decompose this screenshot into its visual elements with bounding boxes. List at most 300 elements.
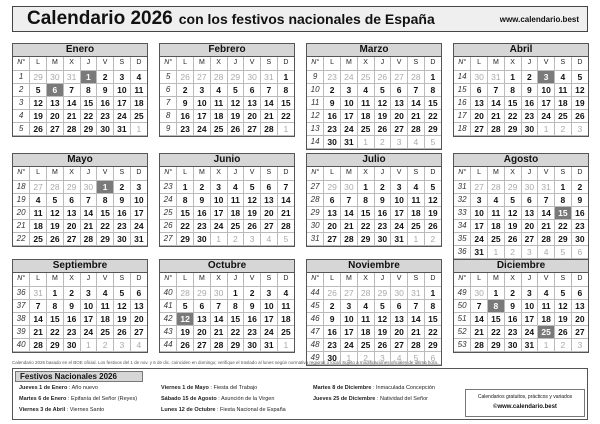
week-number: 30: [307, 219, 324, 232]
adjacent-month-day-cell: 1: [357, 135, 374, 148]
day-cell: 11: [357, 96, 374, 109]
promo-tagline: Calendarios gratuitos, prácticos y variados: [477, 394, 573, 400]
day-cell: 30: [504, 338, 521, 351]
day-cell: 19: [571, 96, 588, 109]
week-number: 40: [160, 286, 177, 299]
day-cell: 19: [374, 325, 391, 338]
day-cell: 6: [63, 193, 80, 206]
week-row: [160, 286, 294, 299]
adjacent-month-day-cell: 31: [488, 70, 505, 83]
adjacent-month-day-cell: 4: [538, 245, 555, 258]
weekday-header: L: [324, 57, 341, 70]
day-cell: 30: [114, 232, 131, 245]
week-row: [160, 70, 294, 83]
day-cell: 29: [424, 338, 441, 351]
day-cell: 31: [114, 122, 131, 135]
week-number: 44: [307, 286, 324, 299]
day-cell: 13: [471, 96, 488, 109]
week-number: 23: [160, 180, 177, 193]
weekday-header: J: [374, 273, 391, 286]
day-cell: 8: [424, 83, 441, 96]
holiday-date: Viernes 1 de Mayo: [161, 385, 209, 391]
weekday-header: M: [341, 273, 358, 286]
week-row: [307, 312, 441, 325]
day-cell: 4: [130, 70, 147, 83]
day-cell: 23: [571, 219, 588, 232]
day-cell: 8: [504, 83, 521, 96]
adjacent-month-day-cell: 31: [63, 70, 80, 83]
day-cell: 26: [424, 219, 441, 232]
holiday-item: Viernes 1 de Mayo : Fiesta del Trabajo: [161, 385, 258, 391]
day-cell: 31: [391, 232, 408, 245]
adjacent-month-day-cell: 5: [408, 351, 425, 364]
day-cell: 21: [408, 325, 425, 338]
day-cell: 4: [277, 286, 294, 299]
day-cell: 19: [227, 109, 244, 122]
day-cell: 31: [521, 338, 538, 351]
day-cell: 4: [30, 193, 47, 206]
day-cell: 1: [227, 286, 244, 299]
day-cell: 18: [408, 206, 425, 219]
week-number: 14: [307, 135, 324, 148]
month-name: Junio: [160, 154, 294, 167]
day-cell: 30: [571, 232, 588, 245]
day-cell: 11: [277, 299, 294, 312]
day-cell: 2: [194, 180, 211, 193]
day-cell: 6: [194, 299, 211, 312]
day-cell: 28: [471, 338, 488, 351]
day-cell: 14: [538, 206, 555, 219]
day-cell: 19: [30, 109, 47, 122]
day-cell: 8: [97, 193, 114, 206]
day-cell: 23: [374, 219, 391, 232]
weekday-header-row: [307, 57, 441, 70]
weekday-header: M: [341, 167, 358, 180]
week-number: 35: [454, 232, 471, 245]
week-number: 10: [307, 83, 324, 96]
month-grid: [454, 273, 588, 352]
day-cell: 9: [194, 193, 211, 206]
week-number: 41: [160, 299, 177, 312]
day-cell: 15: [488, 312, 505, 325]
website-label: www.calendario.best: [499, 14, 579, 24]
day-cell: 18: [277, 312, 294, 325]
week-row: [454, 109, 588, 122]
weekday-header: X: [357, 167, 374, 180]
weekday-header: S: [555, 57, 572, 70]
week-row: [13, 312, 147, 325]
month-name: Diciembre: [454, 260, 588, 273]
holiday-name: Natividad del Señor: [379, 396, 428, 402]
adjacent-month-day-cell: 28: [408, 70, 425, 83]
month-name: Mayo: [13, 154, 147, 167]
day-cell: 22: [277, 109, 294, 122]
holiday-item: Jueves 25 de Diciembre : Natividad del Señor: [313, 396, 428, 402]
holiday-date: Viernes 3 de Abril: [19, 407, 66, 413]
day-cell: 18: [555, 96, 572, 109]
day-cell: 3: [341, 83, 358, 96]
day-cell: 21: [488, 109, 505, 122]
week-row: [307, 286, 441, 299]
day-cell: 14: [488, 96, 505, 109]
week-number: 27: [307, 180, 324, 193]
weekday-header: V: [244, 273, 261, 286]
week-number: 50: [454, 299, 471, 312]
holiday-day-cell: 15: [555, 206, 572, 219]
day-cell: 29: [227, 338, 244, 351]
day-cell: 7: [80, 193, 97, 206]
day-cell: 21: [471, 325, 488, 338]
day-cell: 4: [488, 193, 505, 206]
day-cell: 6: [261, 180, 278, 193]
day-cell: 3: [521, 286, 538, 299]
weekday-header: J: [227, 57, 244, 70]
day-cell: 29: [97, 232, 114, 245]
adjacent-month-day-cell: 1: [130, 122, 147, 135]
holiday-name: Inmaculada Concepción: [375, 385, 435, 391]
holiday-date: Jueves 25 de Diciembre: [313, 396, 376, 402]
day-cell: 23: [63, 325, 80, 338]
holiday-date: Sábado 15 de Agosto: [161, 396, 217, 402]
day-cell: 28: [30, 338, 47, 351]
day-cell: 1: [424, 286, 441, 299]
holiday-date: Martes 8 de Diciembre: [313, 385, 372, 391]
week-number: 24: [160, 193, 177, 206]
day-cell: 30: [63, 338, 80, 351]
day-cell: 1: [504, 70, 521, 83]
day-cell: 11: [30, 206, 47, 219]
day-cell: 6: [521, 193, 538, 206]
week-number: 8: [160, 109, 177, 122]
weekday-header: L: [30, 273, 47, 286]
weekday-header: V: [391, 57, 408, 70]
adjacent-month-day-cell: 2: [555, 338, 572, 351]
week-number: 36: [454, 245, 471, 258]
adjacent-month-day-cell: 1: [341, 351, 358, 364]
weekday-header: D: [277, 167, 294, 180]
day-cell: 17: [521, 312, 538, 325]
holiday-day-cell: 1: [80, 70, 97, 83]
day-cell: 26: [374, 122, 391, 135]
weekday-header: X: [210, 167, 227, 180]
day-cell: 10: [261, 299, 278, 312]
day-cell: 12: [424, 193, 441, 206]
adjacent-month-day-cell: 6: [571, 245, 588, 258]
adjacent-month-day-cell: 2: [424, 232, 441, 245]
day-cell: 16: [194, 206, 211, 219]
day-cell: 28: [277, 219, 294, 232]
day-cell: 24: [341, 338, 358, 351]
week-row: [307, 70, 441, 83]
day-cell: 16: [324, 109, 341, 122]
adjacent-month-day-cell: 31: [538, 180, 555, 193]
day-cell: 17: [341, 109, 358, 122]
week-number: 22: [13, 232, 30, 245]
week-number: 1: [13, 70, 30, 83]
day-cell: 2: [244, 286, 261, 299]
day-cell: 2: [97, 70, 114, 83]
week-row: [160, 83, 294, 96]
week-number: 21: [13, 219, 30, 232]
day-cell: 25: [555, 109, 572, 122]
week-number: 3: [13, 96, 30, 109]
week-number: 7: [160, 96, 177, 109]
day-cell: 8: [357, 193, 374, 206]
adjacent-month-day-cell: 2: [555, 122, 572, 135]
week-row: [307, 180, 441, 193]
weekday-header: L: [30, 167, 47, 180]
weekday-header: X: [504, 273, 521, 286]
adjacent-month-day-cell: 3: [114, 338, 131, 351]
weekday-header: L: [471, 57, 488, 70]
week-row: [454, 180, 588, 193]
month-grid: [160, 273, 294, 352]
day-cell: 28: [210, 338, 227, 351]
adjacent-month-day-cell: 3: [374, 351, 391, 364]
week-row: [454, 83, 588, 96]
day-cell: 22: [227, 325, 244, 338]
day-cell: 7: [63, 83, 80, 96]
week-number: 49: [454, 286, 471, 299]
day-cell: 16: [324, 325, 341, 338]
day-cell: 18: [227, 206, 244, 219]
weekday-header: X: [210, 57, 227, 70]
week-row: [307, 96, 441, 109]
day-cell: 15: [177, 206, 194, 219]
day-cell: 17: [130, 206, 147, 219]
day-cell: 26: [571, 109, 588, 122]
day-cell: 24: [194, 122, 211, 135]
week-number: 34: [454, 219, 471, 232]
weekday-header: S: [408, 57, 425, 70]
week-row: [160, 206, 294, 219]
week-row: [13, 325, 147, 338]
week-number: 36: [13, 286, 30, 299]
day-cell: 8: [277, 83, 294, 96]
week-number: 12: [307, 109, 324, 122]
weekday-header: J: [227, 167, 244, 180]
month-febrero: [159, 43, 295, 137]
week-number-header: N°: [454, 57, 471, 70]
day-cell: 11: [488, 206, 505, 219]
week-row: [307, 232, 441, 245]
adjacent-month-day-cell: 29: [374, 286, 391, 299]
holiday-day-cell: 12: [177, 312, 194, 325]
holiday-day-cell: 8: [488, 299, 505, 312]
week-row: [307, 193, 441, 206]
day-cell: 20: [324, 219, 341, 232]
day-cell: 17: [538, 96, 555, 109]
day-cell: 28: [408, 338, 425, 351]
week-row: [13, 70, 147, 83]
day-cell: 5: [374, 83, 391, 96]
week-number: 11: [307, 96, 324, 109]
month-grid: [454, 167, 588, 259]
day-cell: 11: [357, 312, 374, 325]
week-number: 18: [13, 180, 30, 193]
weekday-header: D: [571, 167, 588, 180]
weekday-header: D: [277, 57, 294, 70]
weekday-header: M: [341, 57, 358, 70]
day-cell: 23: [177, 122, 194, 135]
weekday-header: V: [97, 273, 114, 286]
day-cell: 1: [488, 286, 505, 299]
weekday-header: X: [504, 167, 521, 180]
day-cell: 3: [471, 193, 488, 206]
day-cell: 12: [47, 206, 64, 219]
day-cell: 9: [244, 299, 261, 312]
day-cell: 22: [80, 109, 97, 122]
day-cell: 9: [504, 299, 521, 312]
week-row: [13, 338, 147, 351]
day-cell: 3: [114, 70, 131, 83]
week-row: [13, 193, 147, 206]
day-cell: 23: [97, 109, 114, 122]
day-cell: 7: [471, 299, 488, 312]
day-cell: 10: [471, 206, 488, 219]
day-cell: 18: [488, 219, 505, 232]
day-cell: 3: [210, 180, 227, 193]
weekday-header: V: [97, 167, 114, 180]
day-cell: 16: [571, 206, 588, 219]
week-row: [454, 338, 588, 351]
day-cell: 29: [555, 232, 572, 245]
day-cell: 18: [97, 312, 114, 325]
day-cell: 30: [194, 232, 211, 245]
day-cell: 20: [571, 312, 588, 325]
day-cell: 13: [63, 206, 80, 219]
weekday-header: D: [277, 273, 294, 286]
week-row: [160, 122, 294, 135]
day-cell: 30: [324, 351, 341, 364]
weekday-header: V: [538, 273, 555, 286]
day-cell: 19: [244, 206, 261, 219]
day-cell: 8: [555, 193, 572, 206]
day-cell: 22: [488, 325, 505, 338]
day-cell: 21: [408, 109, 425, 122]
week-number: 29: [307, 206, 324, 219]
week-number: 42: [160, 312, 177, 325]
week-row: [307, 325, 441, 338]
day-cell: 20: [244, 109, 261, 122]
month-abril: [453, 43, 589, 137]
week-row: [160, 193, 294, 206]
month-grid: [13, 273, 147, 352]
day-cell: 24: [471, 232, 488, 245]
day-cell: 14: [30, 312, 47, 325]
weekday-header: V: [391, 167, 408, 180]
day-cell: 23: [504, 325, 521, 338]
month-junio: [159, 153, 295, 247]
day-cell: 10: [114, 83, 131, 96]
day-cell: 10: [194, 96, 211, 109]
holidays-title: Festivos Nacionales 2026: [15, 371, 143, 382]
adjacent-month-day-cell: 4: [261, 232, 278, 245]
day-cell: 28: [488, 122, 505, 135]
day-cell: 21: [261, 109, 278, 122]
holiday-date: Lunes 12 de Octubre: [161, 407, 216, 413]
day-cell: 30: [374, 232, 391, 245]
day-cell: 25: [277, 325, 294, 338]
day-cell: 24: [521, 325, 538, 338]
day-cell: 3: [341, 299, 358, 312]
adjacent-month-day-cell: 1: [277, 338, 294, 351]
day-cell: 10: [80, 299, 97, 312]
weekday-header: D: [130, 57, 147, 70]
holiday-item: Jueves 1 de Enero : Año nuevo: [19, 385, 98, 391]
adjacent-month-day-cell: 3: [521, 245, 538, 258]
week-number: 44: [160, 338, 177, 351]
week-number: 40: [13, 338, 30, 351]
month-grid: [13, 167, 147, 246]
weekday-header: V: [244, 57, 261, 70]
day-cell: 25: [130, 109, 147, 122]
day-cell: 8: [424, 299, 441, 312]
holiday-day-cell: 3: [538, 70, 555, 83]
week-number: 52: [454, 325, 471, 338]
weekday-header: J: [374, 167, 391, 180]
month-agosto: [453, 153, 589, 260]
holiday-item: Martes 6 de Enero : Epifanía del Señor (Reyes): [19, 396, 138, 402]
adjacent-month-day-cell: 30: [521, 180, 538, 193]
promo-box: [465, 389, 585, 417]
day-cell: 10: [521, 299, 538, 312]
week-number: 32: [454, 193, 471, 206]
day-cell: 18: [538, 312, 555, 325]
weekday-header: X: [63, 57, 80, 70]
day-cell: 17: [471, 219, 488, 232]
day-cell: 15: [277, 96, 294, 109]
day-cell: 29: [424, 122, 441, 135]
weekday-header: L: [471, 273, 488, 286]
weekday-header: S: [114, 273, 131, 286]
week-number: 5: [160, 70, 177, 83]
week-row: [160, 180, 294, 193]
weekday-header: X: [357, 273, 374, 286]
week-number-header: N°: [160, 167, 177, 180]
day-cell: 17: [194, 109, 211, 122]
week-number: 5: [13, 122, 30, 135]
day-cell: 6: [324, 193, 341, 206]
day-cell: 29: [488, 338, 505, 351]
day-cell: 26: [47, 232, 64, 245]
day-cell: 5: [227, 83, 244, 96]
adjacent-month-day-cell: 3: [391, 135, 408, 148]
adjacent-month-day-cell: 29: [324, 180, 341, 193]
weekday-header: S: [114, 57, 131, 70]
holiday-name: Viernes Santo: [69, 407, 105, 413]
adjacent-month-day-cell: 5: [424, 135, 441, 148]
day-cell: 14: [408, 96, 425, 109]
day-cell: 19: [374, 109, 391, 122]
day-cell: 11: [227, 193, 244, 206]
day-cell: 16: [63, 312, 80, 325]
day-cell: 5: [177, 299, 194, 312]
adjacent-month-day-cell: 28: [177, 286, 194, 299]
day-cell: 7: [210, 299, 227, 312]
day-cell: 3: [391, 180, 408, 193]
holiday-item: Viernes 3 de Abril : Viernes Santo: [19, 407, 105, 413]
day-cell: 29: [47, 338, 64, 351]
weekday-header: X: [504, 57, 521, 70]
day-cell: 19: [47, 219, 64, 232]
day-cell: 22: [357, 219, 374, 232]
day-cell: 18: [130, 96, 147, 109]
day-cell: 21: [538, 219, 555, 232]
day-cell: 22: [177, 219, 194, 232]
promo-website[interactable]: ©www.calendario.best: [493, 404, 557, 410]
week-number: 31: [307, 232, 324, 245]
